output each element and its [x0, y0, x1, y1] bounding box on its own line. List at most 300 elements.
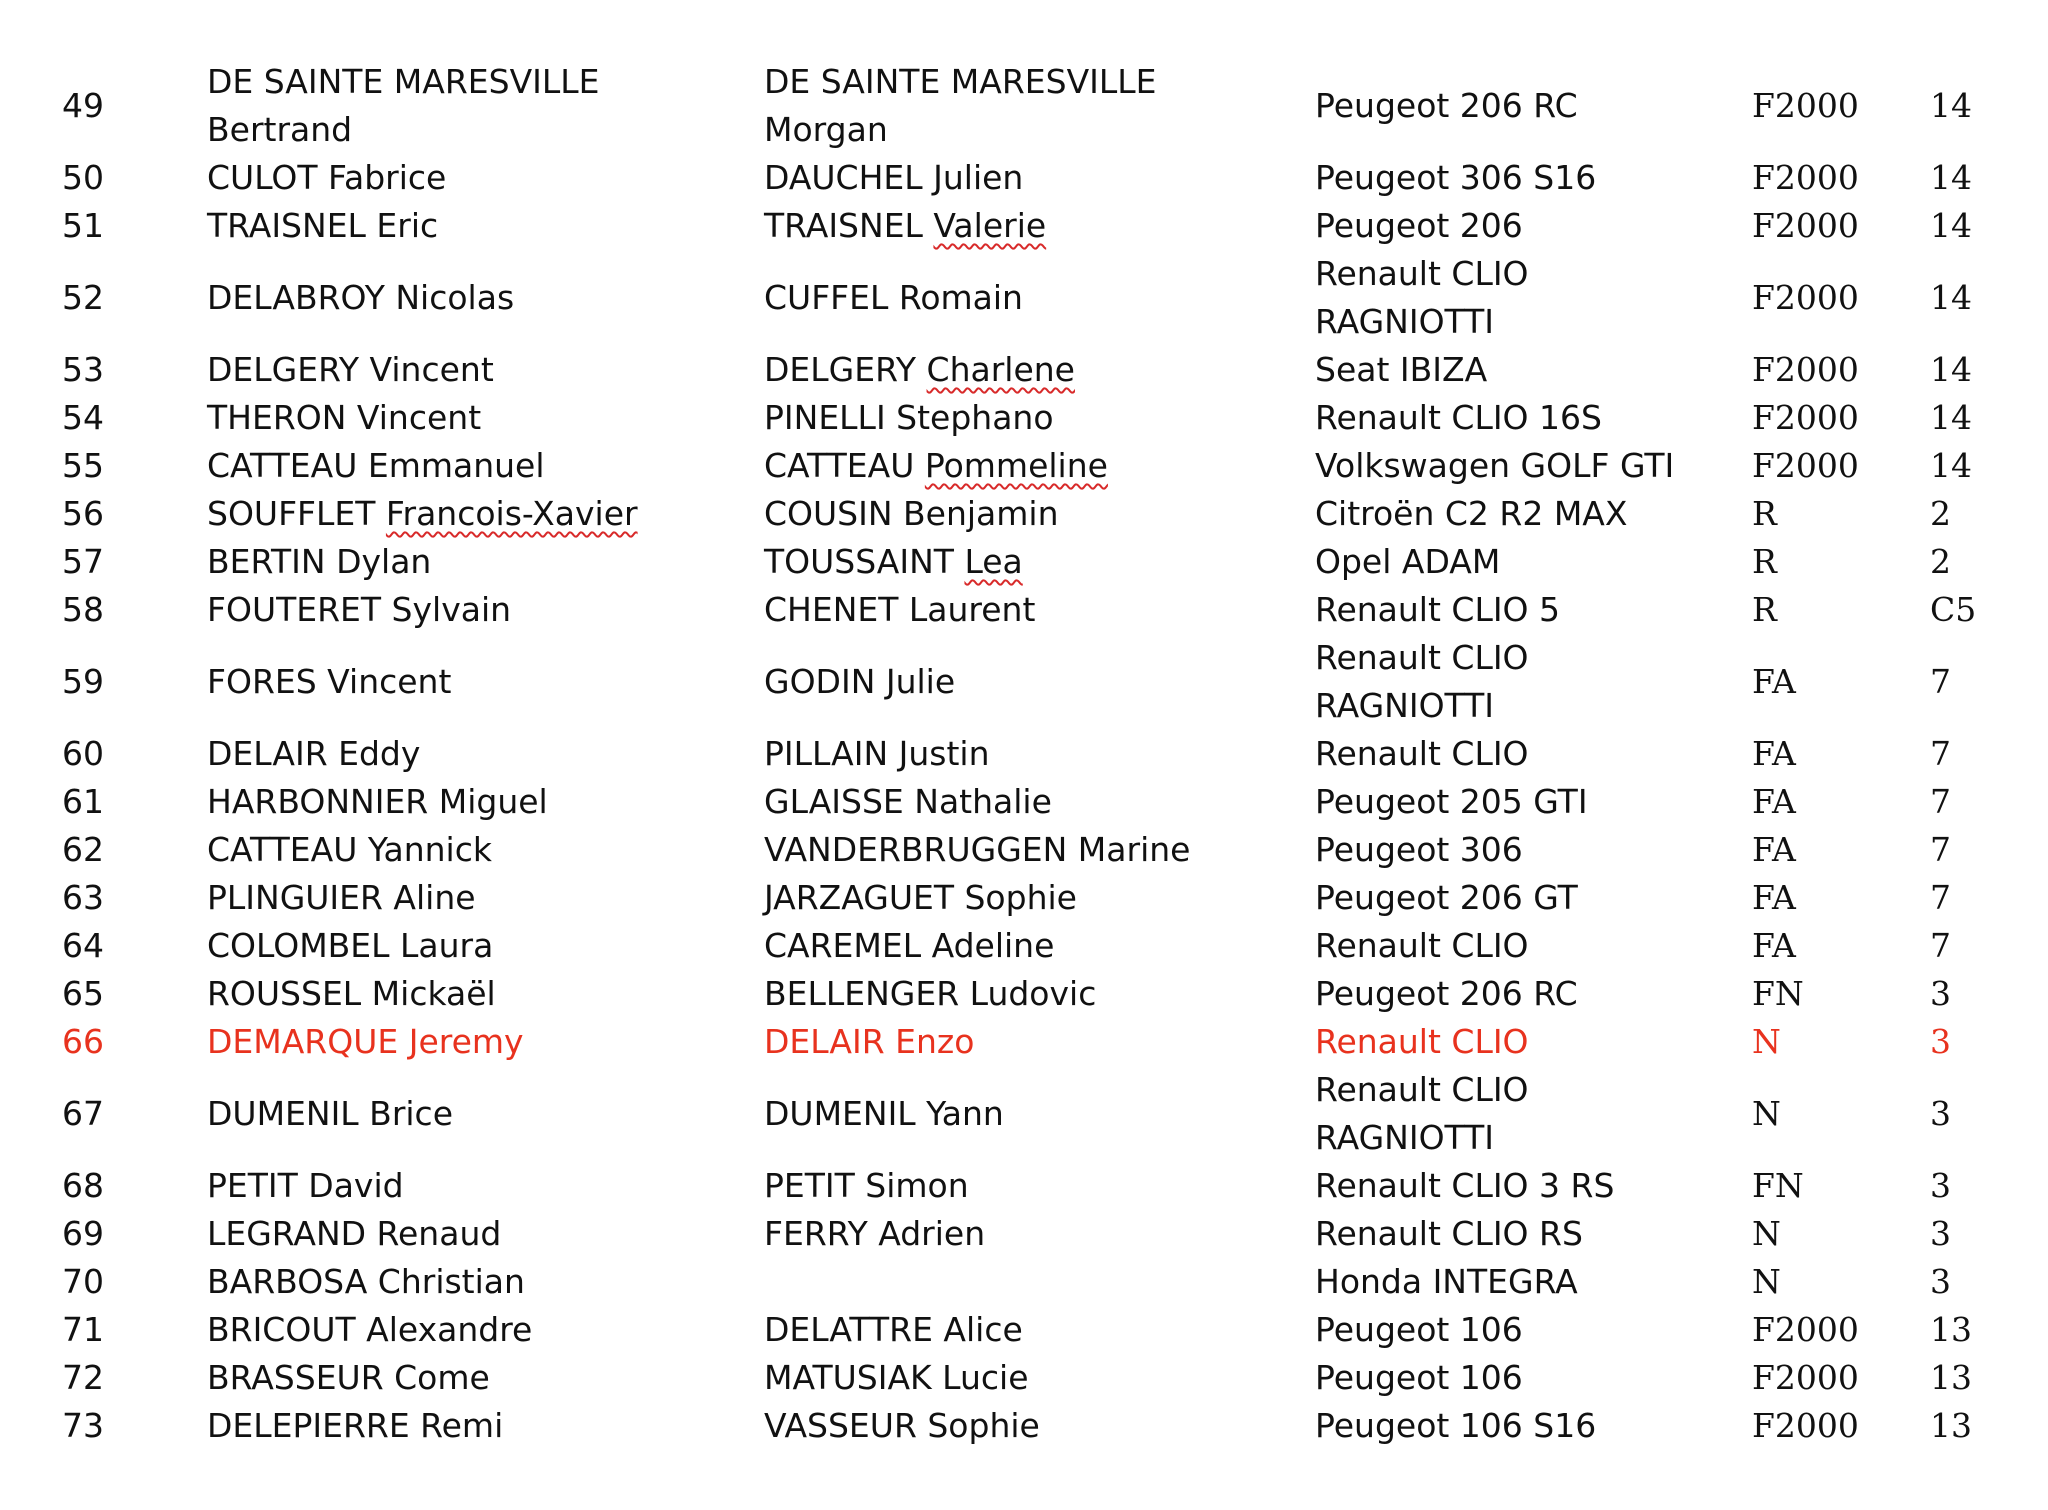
entry-number-line: 56	[62, 494, 104, 533]
car-class-line: F2000	[1752, 446, 1859, 485]
driver-name-line: DEMARQUE Jeremy	[207, 1022, 524, 1061]
car-group-line: 2	[1930, 494, 1951, 533]
car-class-line: FA	[1752, 734, 1796, 773]
driver-name	[207, 154, 747, 202]
car-group-line: 3	[1930, 974, 1951, 1013]
car-model-line: Peugeot 206	[1315, 206, 1523, 245]
car-group-line: 14	[1930, 158, 1972, 197]
codriver-name	[764, 1210, 1284, 1258]
codriver-name-line: MATUSIAK Lucie	[764, 1358, 1029, 1397]
car-group	[1930, 634, 2040, 730]
entry-list	[0, 58, 2048, 1450]
car-class-line: F2000	[1752, 86, 1859, 125]
car-model-line: Seat IBIZA	[1315, 350, 1488, 389]
car-class-line: FA	[1752, 782, 1796, 821]
car-class-line: R	[1752, 542, 1777, 581]
entry-number-line: 59	[62, 662, 104, 701]
driver-name-line: DUMENIL Brice	[207, 1094, 454, 1133]
car-group	[1930, 1402, 2040, 1450]
codriver-name-line: DELGERY Charlene	[764, 350, 1075, 389]
driver-name	[207, 970, 747, 1018]
car-class-line: F2000	[1752, 1358, 1859, 1397]
driver-name	[207, 442, 747, 490]
codriver-name-line: DE SAINTE MARESVILLE	[764, 62, 1157, 101]
car-model	[1315, 1066, 1735, 1162]
entry-number	[62, 970, 202, 1018]
car-class	[1752, 778, 1902, 826]
car-class-line: F2000	[1752, 1406, 1859, 1445]
codriver-name-line: TOUSSAINT Lea	[764, 542, 1023, 581]
entry-row	[0, 1018, 2048, 1066]
car-model	[1315, 730, 1735, 778]
car-group	[1930, 58, 2040, 154]
driver-name-line: CATTEAU Yannick	[207, 830, 492, 869]
codriver-name	[764, 490, 1284, 538]
driver-name-line: BRICOUT Alexandre	[207, 1310, 533, 1349]
car-model	[1315, 346, 1735, 394]
car-class	[1752, 202, 1902, 250]
entry-number-line: 62	[62, 830, 104, 869]
entry-row	[0, 778, 2048, 826]
spellcheck-word: Francois-Xavier	[385, 494, 638, 533]
car-class	[1752, 1066, 1902, 1162]
car-model-line: Volkswagen GOLF GTI	[1315, 446, 1675, 485]
car-model-line: Peugeot 306	[1315, 830, 1523, 869]
entry-number-line: 49	[62, 86, 104, 125]
car-group	[1930, 586, 2040, 634]
codriver-name-line: GLAISSE Nathalie	[764, 782, 1052, 821]
driver-name	[207, 490, 747, 538]
entry-row	[0, 826, 2048, 874]
codriver-name	[764, 826, 1284, 874]
car-group-line: C5	[1930, 590, 1977, 629]
entry-number	[62, 538, 202, 586]
entry-row	[0, 1210, 2048, 1258]
codriver-name-line: VASSEUR Sophie	[764, 1406, 1040, 1445]
codriver-name-line: CAREMEL Adeline	[764, 926, 1055, 965]
car-model-line-2: RAGNIOTTI	[1315, 1118, 1495, 1157]
car-group	[1930, 1066, 2040, 1162]
car-model-line-2: RAGNIOTTI	[1315, 302, 1495, 341]
car-model	[1315, 538, 1735, 586]
car-model	[1315, 1402, 1735, 1450]
car-group-line: 7	[1930, 782, 1951, 821]
entry-number	[62, 1402, 202, 1450]
car-model-line: Peugeot 206 RC	[1315, 974, 1578, 1013]
car-model-line: Peugeot 306 S16	[1315, 158, 1597, 197]
driver-name-line: BARBOSA Christian	[207, 1262, 525, 1301]
car-class-line: FN	[1752, 974, 1804, 1013]
codriver-name	[764, 730, 1284, 778]
car-model	[1315, 970, 1735, 1018]
car-group	[1930, 490, 2040, 538]
entry-number-line: 61	[62, 782, 104, 821]
car-model	[1315, 1210, 1735, 1258]
car-class	[1752, 922, 1902, 970]
driver-name-line: CATTEAU Emmanuel	[207, 446, 545, 485]
driver-name	[207, 346, 747, 394]
driver-name-line: FORES Vincent	[207, 662, 452, 701]
entry-row	[0, 1162, 2048, 1210]
entry-number-line: 64	[62, 926, 104, 965]
driver-name-line: SOUFFLET Francois-Xavier	[207, 494, 638, 533]
car-model	[1315, 250, 1735, 346]
driver-name-line: ROUSSEL Mickaël	[207, 974, 496, 1013]
entry-number-line: 66	[62, 1022, 104, 1061]
car-class	[1752, 442, 1902, 490]
entry-number-line: 55	[62, 446, 104, 485]
entry-number-line: 73	[62, 1406, 104, 1445]
entry-number-line: 72	[62, 1358, 104, 1397]
car-model-line: Peugeot 106	[1315, 1310, 1523, 1349]
driver-name	[207, 58, 747, 154]
car-group-line: 3	[1930, 1214, 1951, 1253]
car-model-line: Honda INTEGRA	[1315, 1262, 1578, 1301]
entry-row	[0, 394, 2048, 442]
codriver-name-line: TRAISNEL Valerie	[764, 206, 1047, 245]
car-class	[1752, 1162, 1902, 1210]
car-model	[1315, 154, 1735, 202]
car-model-line: Renault CLIO	[1315, 734, 1529, 773]
entry-number	[62, 922, 202, 970]
car-class-line: FA	[1752, 830, 1796, 869]
driver-name	[207, 1402, 747, 1450]
entry-row	[0, 58, 2048, 154]
codriver-name	[764, 202, 1284, 250]
car-class	[1752, 346, 1902, 394]
spellcheck-word: Charlene	[926, 350, 1075, 389]
driver-name-line: CULOT Fabrice	[207, 158, 447, 197]
driver-name-line: DELGERY Vincent	[207, 350, 494, 389]
car-model	[1315, 1258, 1735, 1306]
car-class-line: N	[1752, 1214, 1781, 1253]
codriver-name-line: DAUCHEL Julien	[764, 158, 1024, 197]
car-model	[1315, 1018, 1735, 1066]
driver-name-line: BRASSEUR Come	[207, 1358, 490, 1397]
car-model-line: Peugeot 106 S16	[1315, 1406, 1597, 1445]
codriver-name	[764, 922, 1284, 970]
car-group-line: 7	[1930, 662, 1951, 701]
entry-row	[0, 202, 2048, 250]
codriver-name-line: BELLENGER Ludovic	[764, 974, 1097, 1013]
entry-row	[0, 922, 2048, 970]
driver-name	[207, 1306, 747, 1354]
codriver-name-line: CHENET Laurent	[764, 590, 1036, 629]
driver-name	[207, 730, 747, 778]
entry-number-line: 67	[62, 1094, 104, 1133]
car-group	[1930, 922, 2040, 970]
car-model	[1315, 874, 1735, 922]
entry-number	[62, 394, 202, 442]
driver-name-line: DE SAINTE MARESVILLE	[207, 62, 600, 101]
car-class	[1752, 250, 1902, 346]
codriver-name-line: COUSIN Benjamin	[764, 494, 1059, 533]
codriver-name-line: DUMENIL Yann	[764, 1094, 1004, 1133]
driver-name	[207, 1066, 747, 1162]
codriver-name	[764, 970, 1284, 1018]
car-class	[1752, 634, 1902, 730]
car-class	[1752, 1018, 1902, 1066]
entry-number	[62, 634, 202, 730]
driver-name	[207, 250, 747, 346]
entry-number-line: 50	[62, 158, 104, 197]
spellcheck-word: Valerie	[933, 206, 1047, 245]
entry-number	[62, 1306, 202, 1354]
car-model-line: Renault CLIO 5	[1315, 590, 1561, 629]
car-group-line: 3	[1930, 1166, 1951, 1205]
spellcheck-word: Pommeline	[924, 446, 1108, 485]
entry-number-line: 58	[62, 590, 104, 629]
codriver-name-line: PILLAIN Justin	[764, 734, 990, 773]
car-class	[1752, 1258, 1902, 1306]
car-model-line: Renault CLIO RS	[1315, 1214, 1583, 1253]
entry-number	[62, 346, 202, 394]
driver-name	[207, 1162, 747, 1210]
codriver-name	[764, 154, 1284, 202]
car-group	[1930, 778, 2040, 826]
car-class-line: F2000	[1752, 206, 1859, 245]
car-class-line: FA	[1752, 878, 1796, 917]
car-group-line: 3	[1930, 1022, 1951, 1061]
car-group-line: 14	[1930, 446, 1972, 485]
entry-number-line: 60	[62, 734, 104, 773]
car-group	[1930, 154, 2040, 202]
car-model	[1315, 394, 1735, 442]
entry-number	[62, 154, 202, 202]
car-class-line: FA	[1752, 662, 1796, 701]
car-model	[1315, 826, 1735, 874]
car-group	[1930, 874, 2040, 922]
entry-number	[62, 1162, 202, 1210]
car-model-line: Renault CLIO	[1315, 1022, 1529, 1061]
car-class-line: F2000	[1752, 1310, 1859, 1349]
driver-name-line: LEGRAND Renaud	[207, 1214, 502, 1253]
entry-number-line: 68	[62, 1166, 104, 1205]
codriver-name	[764, 586, 1284, 634]
car-class	[1752, 970, 1902, 1018]
car-class	[1752, 1402, 1902, 1450]
car-model	[1315, 1354, 1735, 1402]
entry-number-line: 71	[62, 1310, 104, 1349]
car-group-line: 7	[1930, 926, 1951, 965]
car-group-line: 14	[1930, 350, 1972, 389]
car-group-line: 13	[1930, 1406, 1972, 1445]
car-model-line: Opel ADAM	[1315, 542, 1501, 581]
driver-name	[207, 394, 747, 442]
driver-name-line: PETIT David	[207, 1166, 404, 1205]
car-group-line: 3	[1930, 1094, 1951, 1133]
driver-name	[207, 826, 747, 874]
driver-name-line: DELAIR Eddy	[207, 734, 421, 773]
codriver-name	[764, 1258, 1284, 1306]
entry-row	[0, 346, 2048, 394]
codriver-name-line: CATTEAU Pommeline	[764, 446, 1108, 485]
entry-row	[0, 586, 2048, 634]
car-group	[1930, 1210, 2040, 1258]
entry-number-line: 70	[62, 1262, 104, 1301]
codriver-name	[764, 778, 1284, 826]
driver-name-line: FOUTERET Sylvain	[207, 590, 512, 629]
driver-name-line: THERON Vincent	[207, 398, 482, 437]
car-model-line: Renault CLIO	[1315, 638, 1529, 677]
car-class-line: N	[1752, 1262, 1781, 1301]
car-model	[1315, 442, 1735, 490]
entry-number	[62, 442, 202, 490]
entry-row	[0, 970, 2048, 1018]
car-class-line: F2000	[1752, 158, 1859, 197]
car-group-line: 14	[1930, 278, 1972, 317]
car-model-line: Peugeot 205 GTI	[1315, 782, 1588, 821]
car-group	[1930, 1018, 2040, 1066]
car-group-line: 14	[1930, 86, 1972, 125]
driver-name	[207, 922, 747, 970]
codriver-name-line: VANDERBRUGGEN Marine	[764, 830, 1191, 869]
car-class	[1752, 1306, 1902, 1354]
car-class	[1752, 874, 1902, 922]
car-model-line: Peugeot 106	[1315, 1358, 1523, 1397]
car-model-line-2: RAGNIOTTI	[1315, 686, 1495, 725]
codriver-name	[764, 1162, 1284, 1210]
car-class	[1752, 826, 1902, 874]
car-model-line: Renault CLIO	[1315, 926, 1529, 965]
entry-number-line: 63	[62, 878, 104, 917]
car-model	[1315, 778, 1735, 826]
car-model	[1315, 202, 1735, 250]
car-class	[1752, 394, 1902, 442]
entry-number	[62, 58, 202, 154]
car-model	[1315, 1306, 1735, 1354]
car-class-line: F2000	[1752, 278, 1859, 317]
codriver-name	[764, 394, 1284, 442]
car-class	[1752, 1354, 1902, 1402]
car-group	[1930, 826, 2040, 874]
entry-number-line: 69	[62, 1214, 104, 1253]
entry-row	[0, 154, 2048, 202]
car-group	[1930, 1162, 2040, 1210]
codriver-name	[764, 874, 1284, 922]
entry-number	[62, 202, 202, 250]
car-group	[1930, 202, 2040, 250]
codriver-name	[764, 58, 1284, 154]
car-class	[1752, 154, 1902, 202]
entry-number	[62, 250, 202, 346]
entry-row	[0, 538, 2048, 586]
entry-number	[62, 1066, 202, 1162]
car-model	[1315, 634, 1735, 730]
driver-name-line: TRAISNEL Eric	[207, 206, 439, 245]
car-group-line: 7	[1930, 878, 1951, 917]
codriver-name-line: DELATTRE Alice	[764, 1310, 1023, 1349]
car-class-line: FA	[1752, 926, 1796, 965]
car-class-line: N	[1752, 1022, 1781, 1061]
driver-name	[207, 634, 747, 730]
car-model-line: Renault CLIO	[1315, 1070, 1529, 1109]
car-group	[1930, 1306, 2040, 1354]
codriver-name-line: PINELLI Stephano	[764, 398, 1054, 437]
entry-row	[0, 730, 2048, 778]
codriver-name	[764, 346, 1284, 394]
codriver-name	[764, 634, 1284, 730]
car-group	[1930, 250, 2040, 346]
car-group-line: 14	[1930, 206, 1972, 245]
entry-row	[0, 490, 2048, 538]
driver-name	[207, 1018, 747, 1066]
codriver-name-line: FERRY Adrien	[764, 1214, 986, 1253]
entry-row	[0, 634, 2048, 730]
car-class	[1752, 730, 1902, 778]
car-model	[1315, 1162, 1735, 1210]
entry-row	[0, 1066, 2048, 1162]
entry-row	[0, 442, 2048, 490]
entry-number	[62, 490, 202, 538]
car-class-line: R	[1752, 590, 1777, 629]
codriver-name-line-2: Morgan	[764, 110, 888, 149]
driver-name	[207, 586, 747, 634]
car-class-line: N	[1752, 1094, 1781, 1133]
codriver-name	[764, 250, 1284, 346]
entry-number	[62, 1354, 202, 1402]
driver-name	[207, 874, 747, 922]
car-group	[1930, 346, 2040, 394]
entry-number	[62, 730, 202, 778]
codriver-name	[764, 1354, 1284, 1402]
codriver-name-line: JARZAGUET Sophie	[764, 878, 1077, 917]
car-group	[1930, 1258, 2040, 1306]
entry-number-line: 53	[62, 350, 104, 389]
car-group-line: 2	[1930, 542, 1951, 581]
car-model-line: Citroën C2 R2 MAX	[1315, 494, 1628, 533]
entry-row	[0, 1306, 2048, 1354]
car-model	[1315, 58, 1735, 154]
codriver-name	[764, 442, 1284, 490]
driver-name-line: BERTIN Dylan	[207, 542, 432, 581]
car-class-line: FN	[1752, 1166, 1804, 1205]
car-group-line: 13	[1930, 1310, 1972, 1349]
car-group-line: 7	[1930, 830, 1951, 869]
spellcheck-word: Lea	[964, 542, 1023, 581]
codriver-name-line: PETIT Simon	[764, 1166, 969, 1205]
driver-name-line: PLINGUIER Aline	[207, 878, 476, 917]
entry-number-line: 65	[62, 974, 104, 1013]
entry-row	[0, 250, 2048, 346]
car-group	[1930, 1354, 2040, 1402]
entry-number	[62, 1258, 202, 1306]
codriver-name	[764, 538, 1284, 586]
car-class-line: F2000	[1752, 350, 1859, 389]
car-model-line: Renault CLIO 3 RS	[1315, 1166, 1615, 1205]
codriver-name	[764, 1402, 1284, 1450]
codriver-name	[764, 1018, 1284, 1066]
driver-name-line: DELABROY Nicolas	[207, 278, 515, 317]
entry-row	[0, 1402, 2048, 1450]
codriver-name-line: CUFFEL Romain	[764, 278, 1023, 317]
entry-number-line: 54	[62, 398, 104, 437]
driver-name	[207, 538, 747, 586]
car-model-line: Peugeot 206 RC	[1315, 86, 1578, 125]
entry-number	[62, 778, 202, 826]
car-model-line: Peugeot 206 GT	[1315, 878, 1578, 917]
car-group	[1930, 730, 2040, 778]
entry-number	[62, 874, 202, 922]
entry-row	[0, 874, 2048, 922]
driver-name	[207, 202, 747, 250]
car-class-line: F2000	[1752, 398, 1859, 437]
car-class	[1752, 538, 1902, 586]
car-class	[1752, 586, 1902, 634]
car-class	[1752, 490, 1902, 538]
entry-number-line: 57	[62, 542, 104, 581]
car-group-line: 13	[1930, 1358, 1972, 1397]
